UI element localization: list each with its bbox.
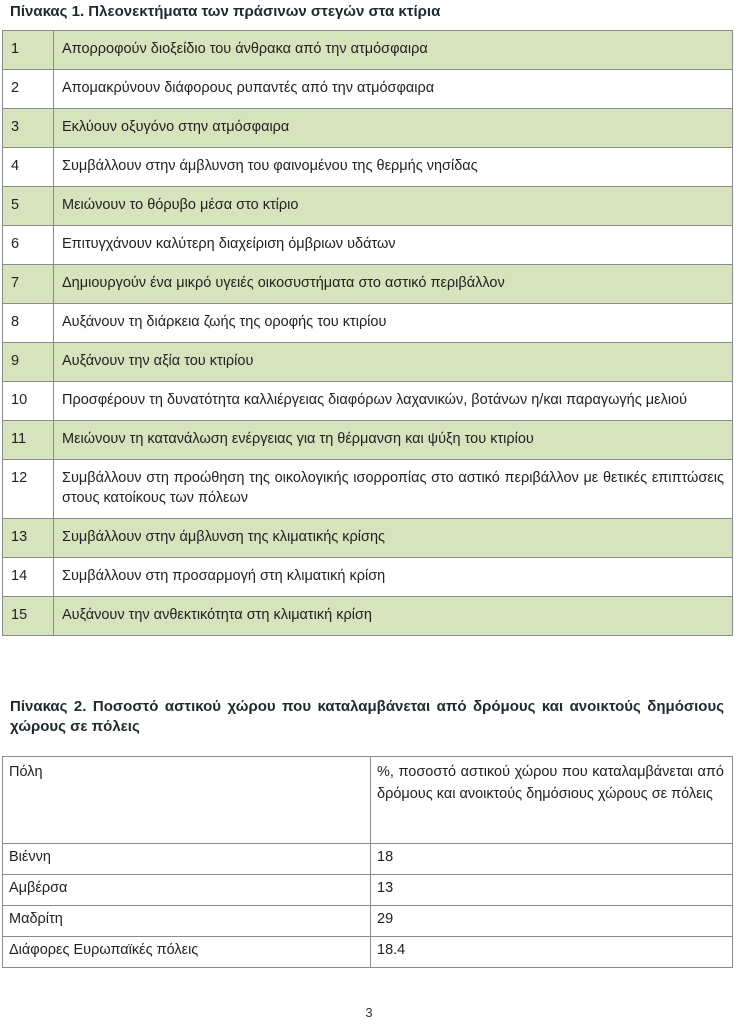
table-row bbox=[3, 109, 733, 148]
benefit-text: Αυξάνουν την ανθεκτικότητα στη κλιματική κρίση bbox=[54, 597, 733, 636]
table1-caption: Πίνακας 1. Πλεονεκτήματα των πράσινων στεγών στα κτίρια bbox=[10, 3, 441, 20]
header-percentage: %, ποσοστό αστικού χώρου που καταλαμβάνεται από δρόμους και ανοικτούς δημόσιους χώρους σε πόλεις bbox=[371, 757, 733, 844]
city-cell: Μαδρίτη bbox=[3, 906, 371, 937]
table1-body bbox=[3, 31, 733, 636]
urban-space-table bbox=[2, 756, 733, 968]
value-cell: 13 bbox=[371, 875, 733, 906]
header-city: Πόλη bbox=[3, 757, 371, 844]
table-row bbox=[3, 937, 733, 968]
table-row bbox=[3, 875, 733, 906]
table-row bbox=[3, 70, 733, 109]
row-number: 4 bbox=[3, 148, 54, 187]
benefit-text: Συμβάλλουν στη προώθηση της οικολογικής ισορροπίας στο αστικό περιβάλλον με θετικές επιπτώσεις στους κατοίκους των πόλεων bbox=[54, 460, 733, 519]
benefit-text: Μειώνουν το θόρυβο μέσα στο κτίριο bbox=[54, 187, 733, 226]
table2-caption: Πίνακας 2. Ποσοστό αστικού χώρου που καταλαμβάνεται από δρόμους και ανοικτούς δημόσιους χώρους σε πόλεις bbox=[10, 698, 724, 735]
row-number: 14 bbox=[3, 558, 54, 597]
row-number: 3 bbox=[3, 109, 54, 148]
benefit-text: Συμβάλλουν στην άμβλυνση του φαινομένου της θερμής νησίδας bbox=[54, 148, 733, 187]
value-cell: 29 bbox=[371, 906, 733, 937]
row-number: 7 bbox=[3, 265, 54, 304]
benefit-text: Εκλύουν οξυγόνο στην ατμόσφαιρα bbox=[54, 109, 733, 148]
value-cell: 18 bbox=[371, 844, 733, 875]
table2-body bbox=[3, 757, 733, 968]
benefit-text: Δημιουργούν ένα μικρό υγειές οικοσυστήματα στο αστικό περιβάλλον bbox=[54, 265, 733, 304]
row-number: 10 bbox=[3, 382, 54, 421]
row-number: 6 bbox=[3, 226, 54, 265]
row-number: 5 bbox=[3, 187, 54, 226]
table-row bbox=[3, 519, 733, 558]
benefit-text: Επιτυγχάνουν καλύτερη διαχείριση όμβριων υδάτων bbox=[54, 226, 733, 265]
city-cell: Διάφορες Ευρωπαϊκές πόλεις bbox=[3, 937, 371, 968]
table-row bbox=[3, 844, 733, 875]
table-row bbox=[3, 460, 733, 519]
row-number: 11 bbox=[3, 421, 54, 460]
benefit-text: Προσφέρουν τη δυνατότητα καλλιέργειας διαφόρων λαχανικών, βοτάνων η/και παραγωγής μελιού bbox=[54, 382, 733, 421]
table-row bbox=[3, 343, 733, 382]
benefit-text: Μειώνουν τη κατανάλωση ενέργειας για τη θέρμανση και ψύξη του κτιρίου bbox=[54, 421, 733, 460]
row-number: 2 bbox=[3, 70, 54, 109]
table-row bbox=[3, 148, 733, 187]
table-row bbox=[3, 31, 733, 70]
benefit-text: Αυξάνουν την αξία του κτιρίου bbox=[54, 343, 733, 382]
table-row bbox=[3, 421, 733, 460]
table-row bbox=[3, 304, 733, 343]
table-row bbox=[3, 226, 733, 265]
table-row bbox=[3, 558, 733, 597]
row-number: 9 bbox=[3, 343, 54, 382]
benefit-text: Συμβάλλουν στην άμβλυνση της κλιματικής κρίσης bbox=[54, 519, 733, 558]
table-row bbox=[3, 382, 733, 421]
benefit-text: Απομακρύνουν διάφορους ρυπαντές από την ατμόσφαιρα bbox=[54, 70, 733, 109]
row-number: 1 bbox=[3, 31, 54, 70]
city-cell: Βιέννη bbox=[3, 844, 371, 875]
table-row bbox=[3, 906, 733, 937]
row-number: 8 bbox=[3, 304, 54, 343]
benefit-text: Απορροφούν διοξείδιο του άνθρακα από την ατμόσφαιρα bbox=[54, 31, 733, 70]
green-roof-benefits-table bbox=[2, 30, 733, 636]
row-number: 15 bbox=[3, 597, 54, 636]
city-cell: Αμβέρσα bbox=[3, 875, 371, 906]
benefit-text: Συμβάλλουν στη προσαρμογή στη κλιματική κρίση bbox=[54, 558, 733, 597]
page-number: 3 bbox=[365, 1005, 373, 1020]
value-cell: 18.4 bbox=[371, 937, 733, 968]
row-number: 13 bbox=[3, 519, 54, 558]
row-number: 12 bbox=[3, 460, 54, 519]
table-row bbox=[3, 265, 733, 304]
table-row bbox=[3, 187, 733, 226]
table-row bbox=[3, 597, 733, 636]
table2-header-row bbox=[3, 757, 733, 844]
benefit-text: Αυξάνουν τη διάρκεια ζωής της οροφής του κτιρίου bbox=[54, 304, 733, 343]
